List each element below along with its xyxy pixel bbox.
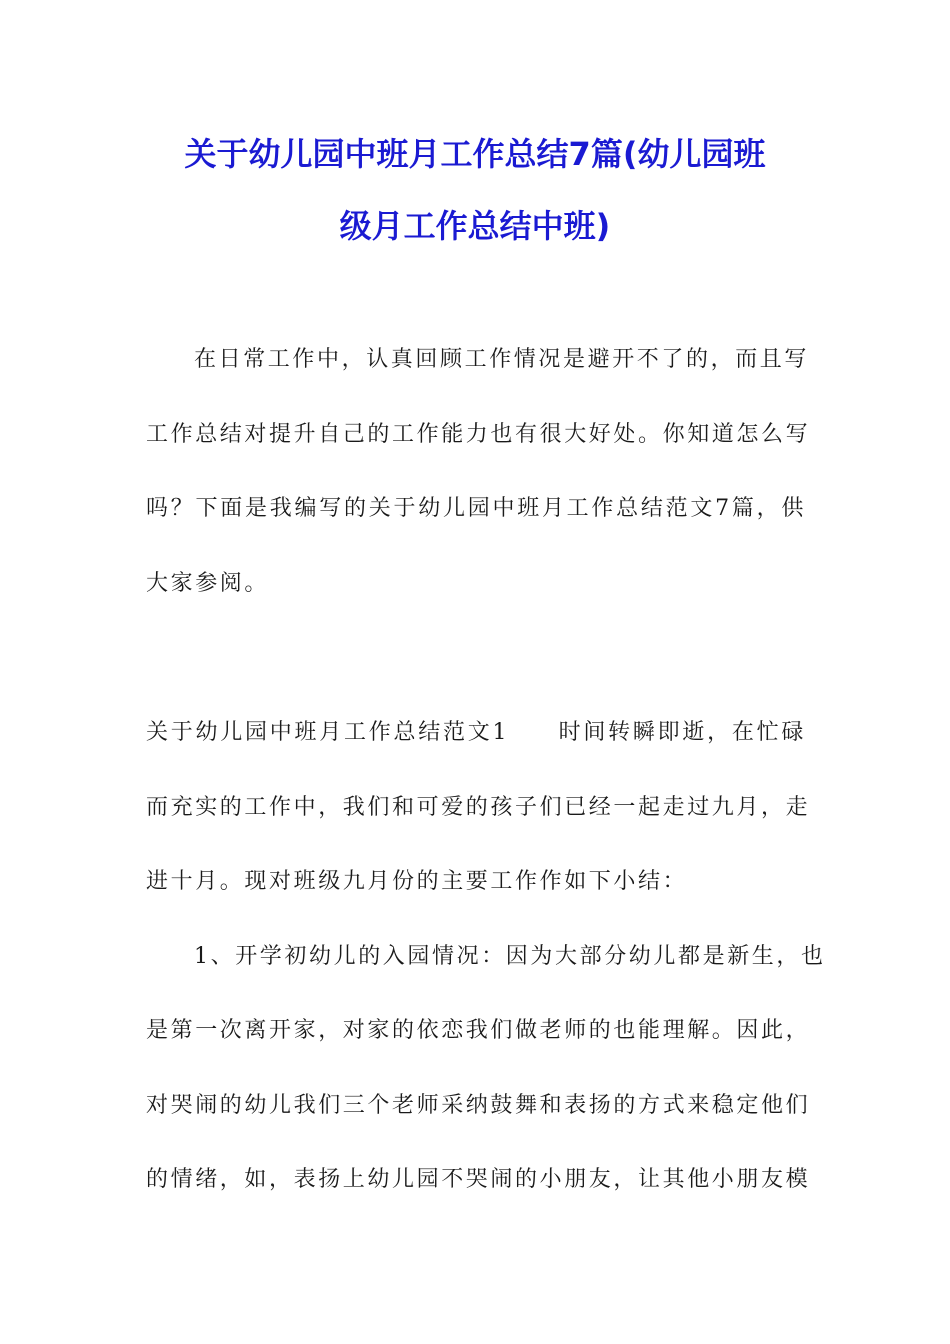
- section1-line-1: 关于幼儿园中班月工作总结范文1 时间转瞬即逝，在忙碌: [146, 720, 806, 745]
- intro-line-1: 在日常工作中，认真回顾工作情况是避开不了的，而且写: [194, 347, 810, 372]
- section1-line-3: 进十月。现对班级九月份的主要工作作如下小结：: [146, 869, 688, 894]
- intro-line-3: 吗？下面是我编写的关于幼儿园中班月工作总结范文7篇，供: [146, 496, 806, 521]
- item1-line-3: 对哭闹的幼儿我们三个老师采纳鼓舞和表扬的方式来稳定他们: [146, 1093, 811, 1118]
- item1-line-4: 的情绪，如，表扬上幼儿园不哭闹的小朋友，让其他小朋友模: [146, 1167, 811, 1192]
- document-title-line-2: 级月工作总结中班): [339, 207, 611, 245]
- item1-line-2: 是第一次离开家，对家的依恋我们做老师的也能理解。因此，: [146, 1018, 811, 1043]
- item1-line-1: 1、开学初幼儿的入园情况：因为大部分幼儿都是新生，也: [194, 944, 826, 969]
- section1-line-2: 而充实的工作中，我们和可爱的孩子们已经一起走过九月，走: [146, 795, 811, 820]
- intro-line-4: 大家参阅。: [146, 571, 270, 596]
- document-title-line-1: 关于幼儿园中班月工作总结7篇(幼儿园班: [184, 135, 766, 173]
- intro-line-2: 工作总结对提升自己的工作能力也有很大好处。你知道怎么写: [146, 422, 811, 447]
